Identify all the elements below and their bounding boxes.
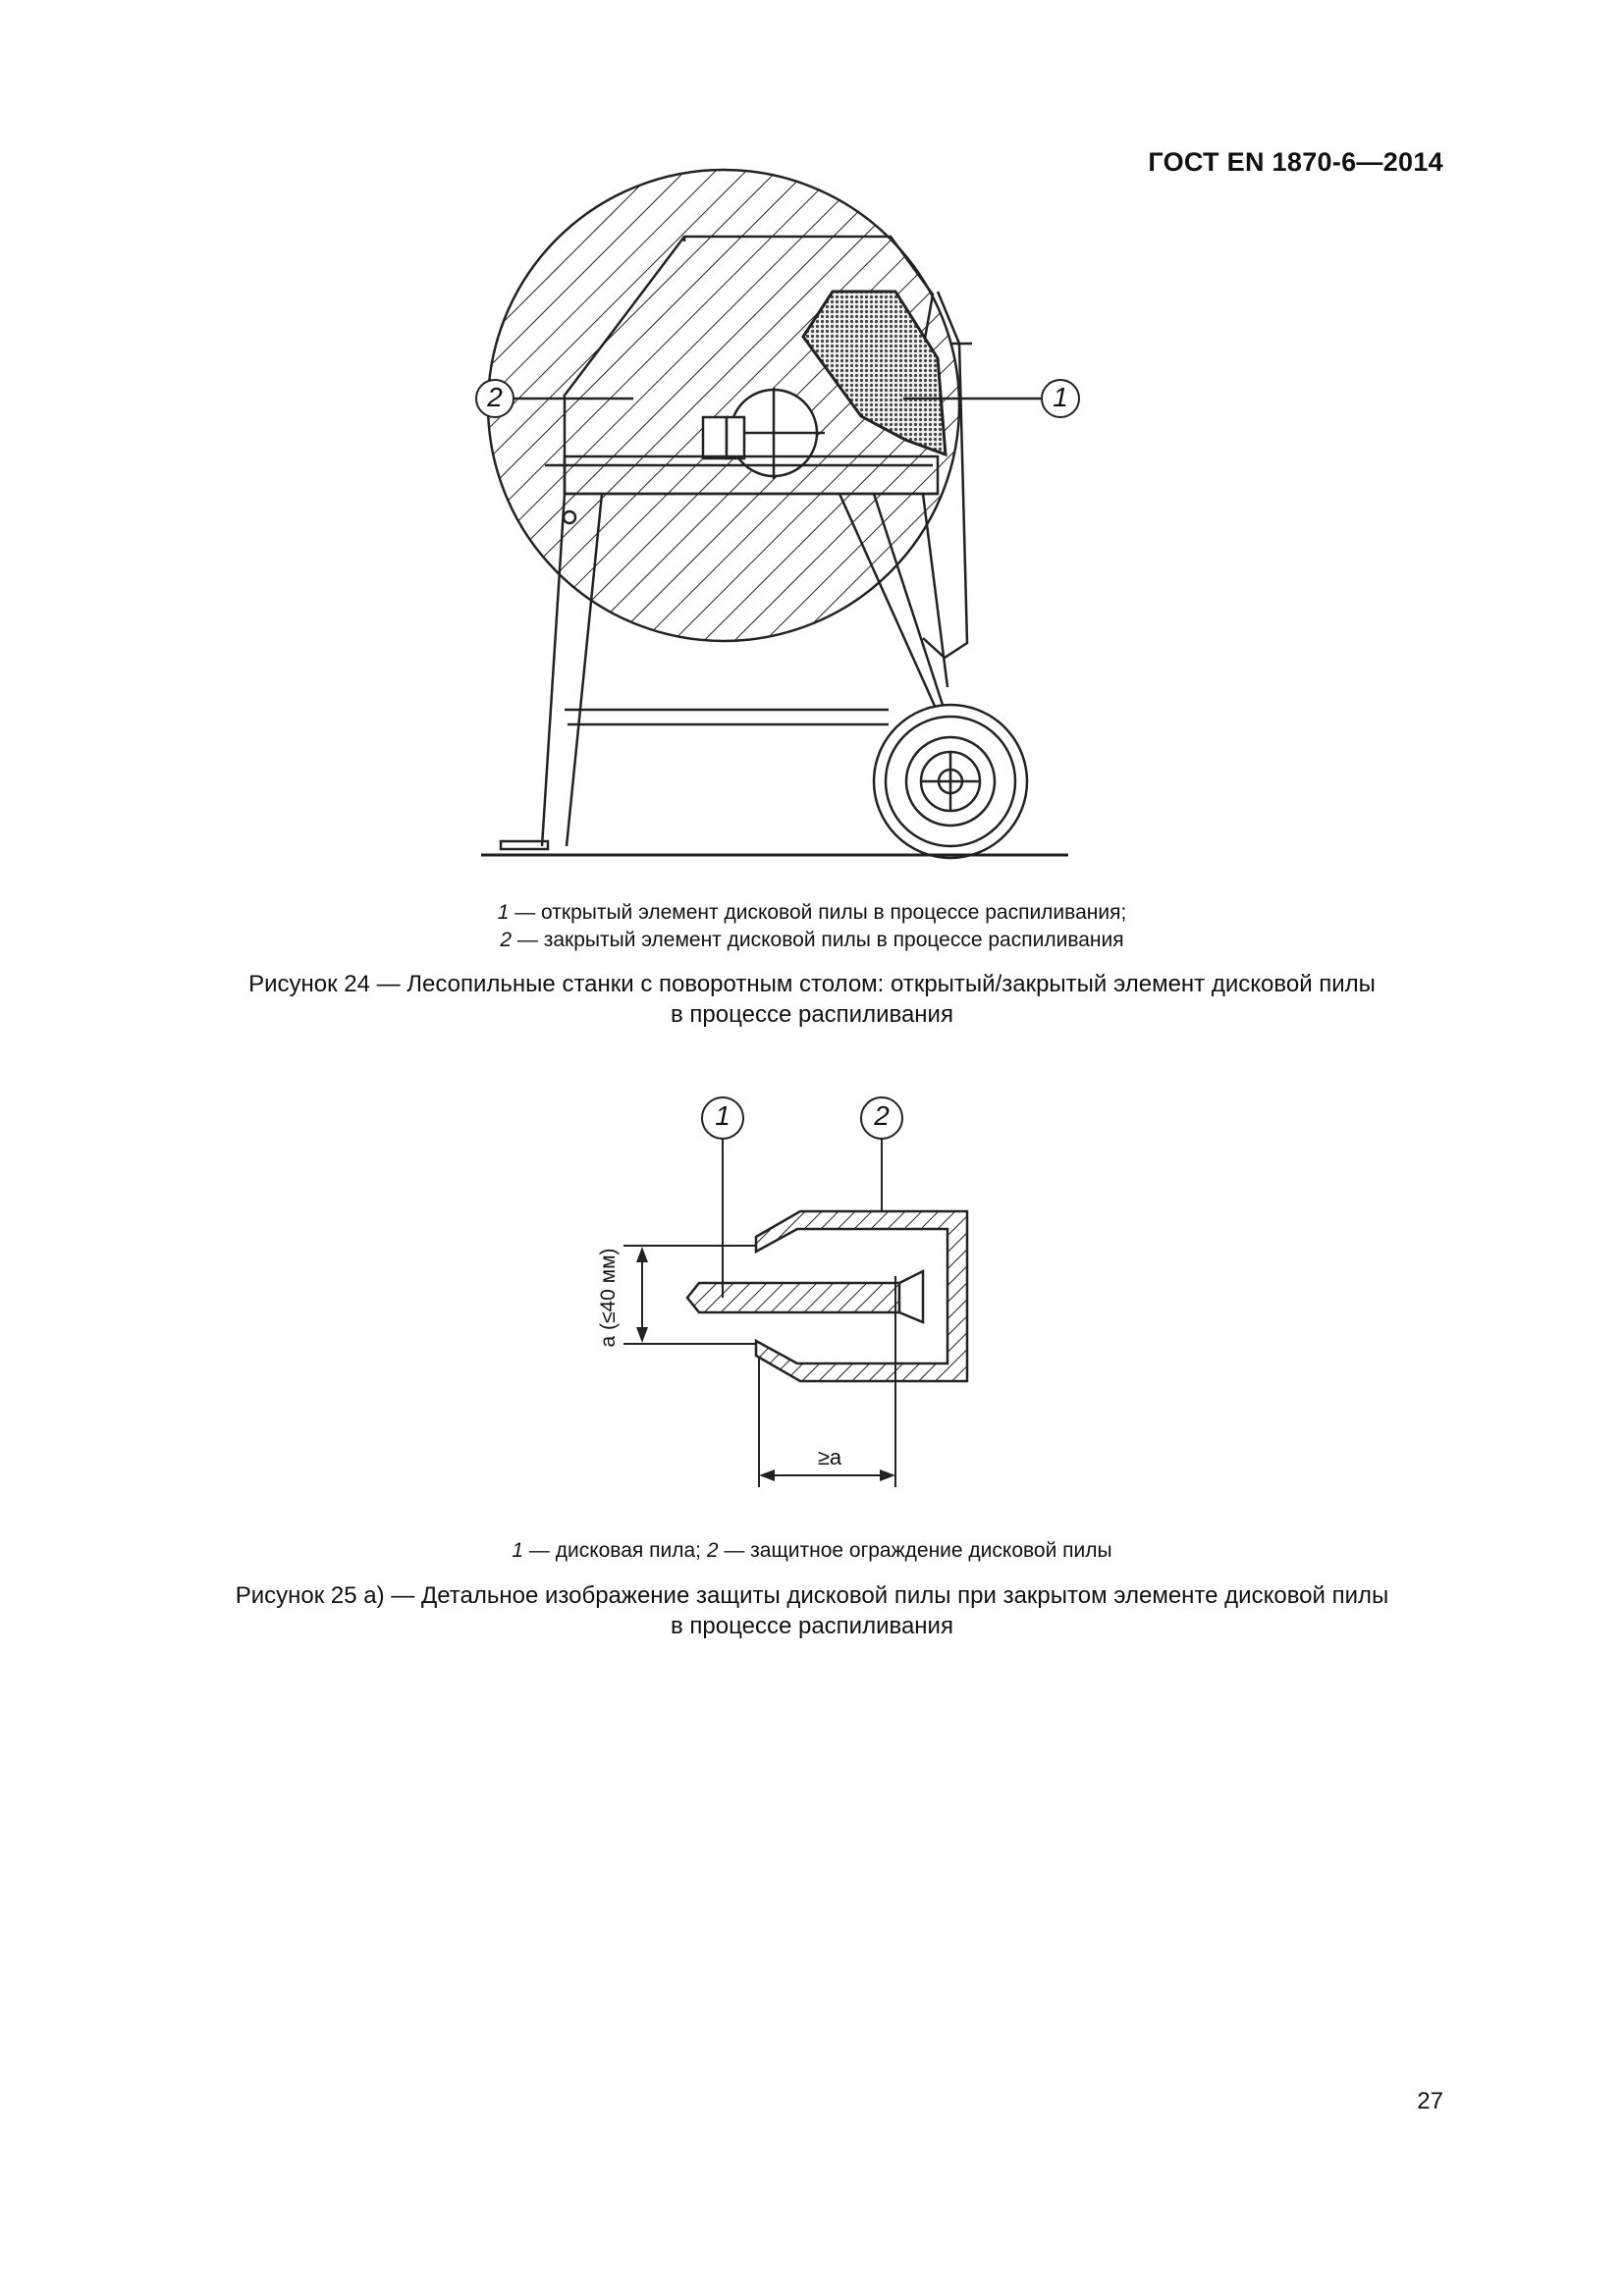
callout-2-label-fig24: 2	[487, 382, 503, 412]
legend-text: — защитное ограждение дисковой пилы	[718, 1539, 1112, 1562]
legend-text: — открытый элемент дисковой пилы в процессе распиливания;	[509, 901, 1127, 924]
legend-number: 2	[500, 929, 513, 951]
figure-24-title-line-1: Рисунок 24 — Лесопильные станки с поворотным столом: открытый/закрытый элемент дисковой пилы	[248, 971, 1376, 997]
figure-25a-legend	[0, 1537, 1624, 1565]
figure-25a-title-line-1: Рисунок 25 а) — Детальное изображение защиты дисковой пилы при закрытом элементе дисковой пилы	[235, 1582, 1389, 1609]
document-code-header: ГОСТ EN 1870-6—2014	[1148, 147, 1443, 177]
dimension-horizontal-label: ≥a	[817, 1445, 842, 1469]
legend-text: — закрытый элемент дисковой пилы в процессе распиливания	[512, 929, 1124, 951]
callout-2-label-fig25: 2	[874, 1100, 890, 1131]
page-number: 27	[1417, 2088, 1443, 2114]
legend-number: 1	[497, 901, 510, 924]
figure-25a-title-line-2: в процессе распиливания	[671, 1613, 953, 1639]
dimension-vertical-label: a (≤40 мм)	[597, 1248, 620, 1348]
legend-number: 1	[512, 1539, 524, 1562]
callout-1-label-fig25: 1	[715, 1100, 731, 1131]
legend-number: 2	[706, 1539, 719, 1562]
callout-1-label-fig24: 1	[1053, 382, 1068, 412]
legend-text: — дисковая пила;	[523, 1539, 707, 1562]
figure-24-title-line-2: в процессе распиливания	[671, 1001, 953, 1028]
saw-blade	[687, 1283, 899, 1312]
